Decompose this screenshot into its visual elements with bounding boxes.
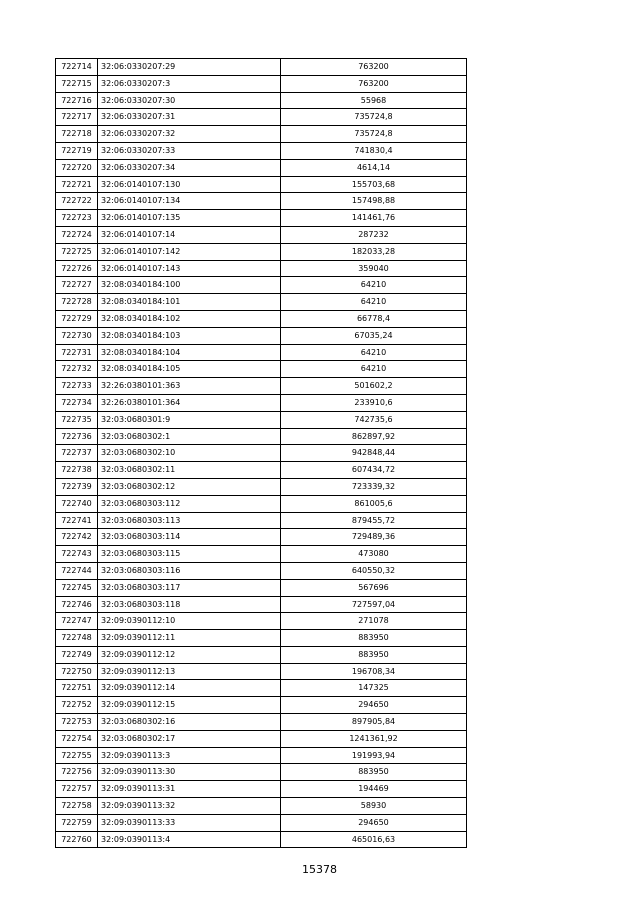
cadastral-value-cell: 67035,24 bbox=[281, 327, 467, 344]
row-number-cell: 722740 bbox=[56, 495, 98, 512]
table-row bbox=[56, 428, 467, 445]
row-number-cell: 722733 bbox=[56, 378, 98, 395]
cadastral-number-cell: 32:08:0340184:103 bbox=[98, 327, 281, 344]
table-row bbox=[56, 646, 467, 663]
table-body bbox=[56, 59, 467, 848]
table-row bbox=[56, 226, 467, 243]
cadastral-value-cell: 640550,32 bbox=[281, 562, 467, 579]
table-row bbox=[56, 747, 467, 764]
row-number-cell: 722716 bbox=[56, 92, 98, 109]
cadastral-number-cell: 32:08:0340184:104 bbox=[98, 344, 281, 361]
cadastral-value-cell: 567696 bbox=[281, 579, 467, 596]
cadastral-number-cell: 32:09:0390113:30 bbox=[98, 764, 281, 781]
cadastral-value-cell: 741830,4 bbox=[281, 142, 467, 159]
table-row bbox=[56, 294, 467, 311]
cadastral-value-table bbox=[55, 58, 467, 848]
table-row bbox=[56, 260, 467, 277]
row-number-cell: 722715 bbox=[56, 75, 98, 92]
row-number-cell: 722755 bbox=[56, 747, 98, 764]
cadastral-number-cell: 32:09:0390113:31 bbox=[98, 781, 281, 798]
table-row bbox=[56, 697, 467, 714]
cadastral-number-cell: 32:03:0680303:112 bbox=[98, 495, 281, 512]
table-row bbox=[56, 714, 467, 731]
cadastral-value-cell: 897905,84 bbox=[281, 714, 467, 731]
row-number-cell: 722717 bbox=[56, 109, 98, 126]
row-number-cell: 722758 bbox=[56, 798, 98, 815]
cadastral-value-cell: 359040 bbox=[281, 260, 467, 277]
cadastral-number-cell: 32:09:0390112:10 bbox=[98, 613, 281, 630]
row-number-cell: 722744 bbox=[56, 562, 98, 579]
row-number-cell: 722723 bbox=[56, 210, 98, 227]
cadastral-value-cell: 879455,72 bbox=[281, 512, 467, 529]
table-row bbox=[56, 529, 467, 546]
cadastral-value-cell: 4614,14 bbox=[281, 159, 467, 176]
cadastral-number-cell: 32:26:0380101:363 bbox=[98, 378, 281, 395]
table-row bbox=[56, 462, 467, 479]
cadastral-value-cell: 182033,28 bbox=[281, 243, 467, 260]
row-number-cell: 722722 bbox=[56, 193, 98, 210]
row-number-cell: 722751 bbox=[56, 680, 98, 697]
table-row bbox=[56, 730, 467, 747]
table-row bbox=[56, 243, 467, 260]
row-number-cell: 722730 bbox=[56, 327, 98, 344]
table-row bbox=[56, 445, 467, 462]
cadastral-number-cell: 32:03:0680303:115 bbox=[98, 546, 281, 563]
table-row bbox=[56, 344, 467, 361]
cadastral-number-cell: 32:03:0680302:11 bbox=[98, 462, 281, 479]
cadastral-number-cell: 32:06:0330207:34 bbox=[98, 159, 281, 176]
cadastral-value-cell: 735724,8 bbox=[281, 126, 467, 143]
table-row bbox=[56, 764, 467, 781]
cadastral-number-cell: 32:09:0390112:11 bbox=[98, 630, 281, 647]
table-row bbox=[56, 562, 467, 579]
table-row bbox=[56, 596, 467, 613]
cadastral-value-cell: 883950 bbox=[281, 764, 467, 781]
cadastral-number-cell: 32:08:0340184:100 bbox=[98, 277, 281, 294]
row-number-cell: 722725 bbox=[56, 243, 98, 260]
row-number-cell: 722738 bbox=[56, 462, 98, 479]
cadastral-number-cell: 32:26:0380101:364 bbox=[98, 394, 281, 411]
cadastral-number-cell: 32:06:0330207:32 bbox=[98, 126, 281, 143]
cadastral-value-cell: 607434,72 bbox=[281, 462, 467, 479]
table-row bbox=[56, 478, 467, 495]
table-row bbox=[56, 798, 467, 815]
table-row bbox=[56, 126, 467, 143]
table-row bbox=[56, 411, 467, 428]
row-number-cell: 722735 bbox=[56, 411, 98, 428]
cadastral-number-cell: 32:03:0680303:113 bbox=[98, 512, 281, 529]
cadastral-value-cell: 862897,92 bbox=[281, 428, 467, 445]
cadastral-number-cell: 32:09:0390112:12 bbox=[98, 646, 281, 663]
cadastral-number-cell: 32:03:0680302:16 bbox=[98, 714, 281, 731]
cadastral-value-cell: 141461,76 bbox=[281, 210, 467, 227]
row-number-cell: 722727 bbox=[56, 277, 98, 294]
cadastral-number-cell: 32:06:0330207:33 bbox=[98, 142, 281, 159]
table-row bbox=[56, 210, 467, 227]
table-row bbox=[56, 193, 467, 210]
page-number: 15378 bbox=[302, 863, 337, 876]
row-number-cell: 722749 bbox=[56, 646, 98, 663]
cadastral-number-cell: 32:08:0340184:105 bbox=[98, 361, 281, 378]
cadastral-number-cell: 32:09:0390113:3 bbox=[98, 747, 281, 764]
table-row bbox=[56, 394, 467, 411]
cadastral-number-cell: 32:06:0140107:134 bbox=[98, 193, 281, 210]
cadastral-value-cell: 742735,6 bbox=[281, 411, 467, 428]
cadastral-value-cell: 147325 bbox=[281, 680, 467, 697]
cadastral-value-cell: 271078 bbox=[281, 613, 467, 630]
cadastral-number-cell: 32:06:0330207:30 bbox=[98, 92, 281, 109]
cadastral-value-cell: 465016,63 bbox=[281, 831, 467, 848]
cadastral-number-cell: 32:03:0680302:17 bbox=[98, 730, 281, 747]
cadastral-value-cell: 64210 bbox=[281, 344, 467, 361]
row-number-cell: 722729 bbox=[56, 310, 98, 327]
cadastral-value-cell: 155703,68 bbox=[281, 176, 467, 193]
row-number-cell: 722757 bbox=[56, 781, 98, 798]
cadastral-number-cell: 32:06:0140107:135 bbox=[98, 210, 281, 227]
cadastral-value-cell: 58930 bbox=[281, 798, 467, 815]
cadastral-number-cell: 32:09:0390113:4 bbox=[98, 831, 281, 848]
table-row bbox=[56, 310, 467, 327]
row-number-cell: 722721 bbox=[56, 176, 98, 193]
cadastral-number-cell: 32:03:0680303:116 bbox=[98, 562, 281, 579]
row-number-cell: 722734 bbox=[56, 394, 98, 411]
cadastral-number-cell: 32:03:0680303:117 bbox=[98, 579, 281, 596]
row-number-cell: 722739 bbox=[56, 478, 98, 495]
cadastral-value-cell: 727597,04 bbox=[281, 596, 467, 613]
row-number-cell: 722732 bbox=[56, 361, 98, 378]
cadastral-number-cell: 32:09:0390112:13 bbox=[98, 663, 281, 680]
row-number-cell: 722743 bbox=[56, 546, 98, 563]
cadastral-value-cell: 64210 bbox=[281, 277, 467, 294]
row-number-cell: 722726 bbox=[56, 260, 98, 277]
table-row bbox=[56, 378, 467, 395]
cadastral-number-cell: 32:09:0390113:32 bbox=[98, 798, 281, 815]
cadastral-value-cell: 194469 bbox=[281, 781, 467, 798]
table-row bbox=[56, 579, 467, 596]
row-number-cell: 722760 bbox=[56, 831, 98, 848]
row-number-cell: 722753 bbox=[56, 714, 98, 731]
cadastral-number-cell: 32:09:0390112:15 bbox=[98, 697, 281, 714]
cadastral-value-cell: 501602,2 bbox=[281, 378, 467, 395]
cadastral-value-cell: 1241361,92 bbox=[281, 730, 467, 747]
table-row bbox=[56, 546, 467, 563]
cadastral-value-cell: 883950 bbox=[281, 630, 467, 647]
row-number-cell: 722747 bbox=[56, 613, 98, 630]
cadastral-number-cell: 32:06:0140107:130 bbox=[98, 176, 281, 193]
row-number-cell: 722748 bbox=[56, 630, 98, 647]
cadastral-number-cell: 32:08:0340184:101 bbox=[98, 294, 281, 311]
cadastral-value-cell: 66778,4 bbox=[281, 310, 467, 327]
row-number-cell: 722759 bbox=[56, 814, 98, 831]
cadastral-value-cell: 191993,94 bbox=[281, 747, 467, 764]
cadastral-value-cell: 861005,6 bbox=[281, 495, 467, 512]
cadastral-number-cell: 32:03:0680301:9 bbox=[98, 411, 281, 428]
cadastral-number-cell: 32:03:0680303:118 bbox=[98, 596, 281, 613]
cadastral-number-cell: 32:03:0680302:1 bbox=[98, 428, 281, 445]
cadastral-value-cell: 723339,32 bbox=[281, 478, 467, 495]
table-row bbox=[56, 613, 467, 630]
cadastral-value-cell: 729489,36 bbox=[281, 529, 467, 546]
table-row bbox=[56, 361, 467, 378]
cadastral-number-cell: 32:06:0140107:143 bbox=[98, 260, 281, 277]
cadastral-value-cell: 294650 bbox=[281, 697, 467, 714]
cadastral-value-cell: 157498,88 bbox=[281, 193, 467, 210]
table-row bbox=[56, 59, 467, 76]
row-number-cell: 722724 bbox=[56, 226, 98, 243]
table-row bbox=[56, 781, 467, 798]
cadastral-value-cell: 64210 bbox=[281, 294, 467, 311]
cadastral-value-cell: 473080 bbox=[281, 546, 467, 563]
table-row bbox=[56, 92, 467, 109]
row-number-cell: 722741 bbox=[56, 512, 98, 529]
cadastral-number-cell: 32:08:0340184:102 bbox=[98, 310, 281, 327]
cadastral-value-cell: 55968 bbox=[281, 92, 467, 109]
cadastral-number-cell: 32:03:0680302:12 bbox=[98, 478, 281, 495]
table-row bbox=[56, 512, 467, 529]
cadastral-number-cell: 32:03:0680302:10 bbox=[98, 445, 281, 462]
cadastral-value-cell: 763200 bbox=[281, 75, 467, 92]
row-number-cell: 722714 bbox=[56, 59, 98, 76]
row-number-cell: 722731 bbox=[56, 344, 98, 361]
row-number-cell: 722719 bbox=[56, 142, 98, 159]
table-row bbox=[56, 663, 467, 680]
table-row bbox=[56, 159, 467, 176]
row-number-cell: 722745 bbox=[56, 579, 98, 596]
cadastral-number-cell: 32:03:0680303:114 bbox=[98, 529, 281, 546]
table-row bbox=[56, 277, 467, 294]
row-number-cell: 722736 bbox=[56, 428, 98, 445]
table-row bbox=[56, 495, 467, 512]
cadastral-value-cell: 294650 bbox=[281, 814, 467, 831]
cadastral-number-cell: 32:06:0140107:142 bbox=[98, 243, 281, 260]
cadastral-value-cell: 64210 bbox=[281, 361, 467, 378]
row-number-cell: 722754 bbox=[56, 730, 98, 747]
table-row bbox=[56, 75, 467, 92]
cadastral-number-cell: 32:06:0140107:14 bbox=[98, 226, 281, 243]
row-number-cell: 722750 bbox=[56, 663, 98, 680]
cadastral-number-cell: 32:06:0330207:31 bbox=[98, 109, 281, 126]
cadastral-value-cell: 763200 bbox=[281, 59, 467, 76]
cadastral-number-cell: 32:09:0390113:33 bbox=[98, 814, 281, 831]
table-row bbox=[56, 327, 467, 344]
cadastral-number-cell: 32:06:0330207:3 bbox=[98, 75, 281, 92]
row-number-cell: 722737 bbox=[56, 445, 98, 462]
cadastral-value-cell: 233910,6 bbox=[281, 394, 467, 411]
row-number-cell: 722720 bbox=[56, 159, 98, 176]
table-row bbox=[56, 814, 467, 831]
cadastral-value-cell: 942848,44 bbox=[281, 445, 467, 462]
table-row bbox=[56, 630, 467, 647]
row-number-cell: 722752 bbox=[56, 697, 98, 714]
row-number-cell: 722742 bbox=[56, 529, 98, 546]
table-row bbox=[56, 680, 467, 697]
cadastral-value-cell: 735724,8 bbox=[281, 109, 467, 126]
row-number-cell: 722756 bbox=[56, 764, 98, 781]
table-row bbox=[56, 831, 467, 848]
cadastral-number-cell: 32:06:0330207:29 bbox=[98, 59, 281, 76]
row-number-cell: 722728 bbox=[56, 294, 98, 311]
cadastral-number-cell: 32:09:0390112:14 bbox=[98, 680, 281, 697]
cadastral-value-cell: 287232 bbox=[281, 226, 467, 243]
table-row bbox=[56, 176, 467, 193]
row-number-cell: 722718 bbox=[56, 126, 98, 143]
table-row bbox=[56, 142, 467, 159]
cadastral-value-cell: 196708,34 bbox=[281, 663, 467, 680]
row-number-cell: 722746 bbox=[56, 596, 98, 613]
table-row bbox=[56, 109, 467, 126]
cadastral-value-cell: 883950 bbox=[281, 646, 467, 663]
